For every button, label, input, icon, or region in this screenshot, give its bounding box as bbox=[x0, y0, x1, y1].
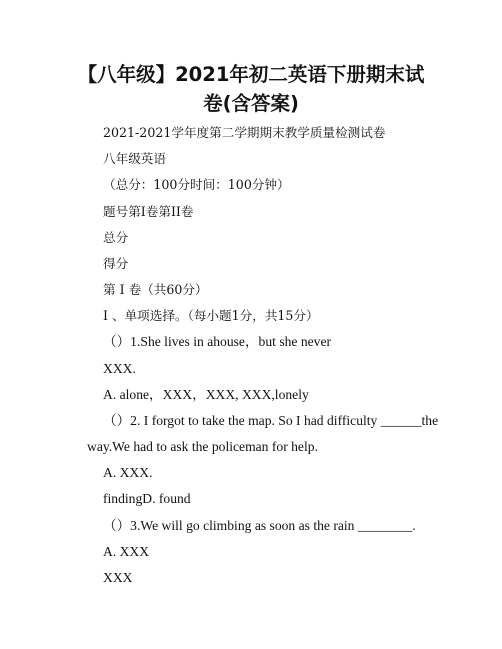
question-2-options-a: A. XXX. bbox=[103, 465, 153, 480]
section-one-heading: I 、单项选择。（每小题1分，共15分） bbox=[103, 308, 319, 323]
grade-subject-line: 八年级英语 bbox=[103, 151, 166, 166]
document-title-line-1: 【八年级】2021年初二英语下册期末试 bbox=[77, 63, 425, 86]
question-1-options: A. alone，XXX，XXX, XXX,lonely bbox=[103, 387, 309, 402]
document-title-line-2: 卷(含答案) bbox=[203, 92, 299, 115]
question-2-continuation: way.We had to ask the policeman for help. bbox=[87, 439, 318, 454]
question-2-options-d: findingD. found bbox=[103, 491, 191, 506]
score-table-header: 题号第I卷第II卷 bbox=[103, 204, 194, 219]
total-score-label: 总分 bbox=[103, 230, 129, 245]
question-1-text: （）1.She lives in ahouse，but she never bbox=[103, 334, 332, 349]
question-3-options-b: XXX bbox=[103, 570, 133, 585]
part-one-heading: 第 I 卷（共60分） bbox=[103, 282, 208, 297]
score-time-line: （总分：100分时间：100分钟） bbox=[103, 177, 290, 192]
question-2-text: （）2. I forgot to take the map. So I had difficulty ______the bbox=[103, 413, 439, 428]
exam-header-line: 2021-2021学年度第二学期期末教学质量检测试卷 bbox=[103, 125, 386, 140]
question-3-text: （）3.We will go climbing as soon as the rain ________. bbox=[103, 518, 416, 533]
question-3-options-a: A. XXX bbox=[103, 544, 150, 559]
score-label: 得分 bbox=[103, 256, 129, 271]
question-1-continuation: XXX. bbox=[103, 361, 136, 376]
